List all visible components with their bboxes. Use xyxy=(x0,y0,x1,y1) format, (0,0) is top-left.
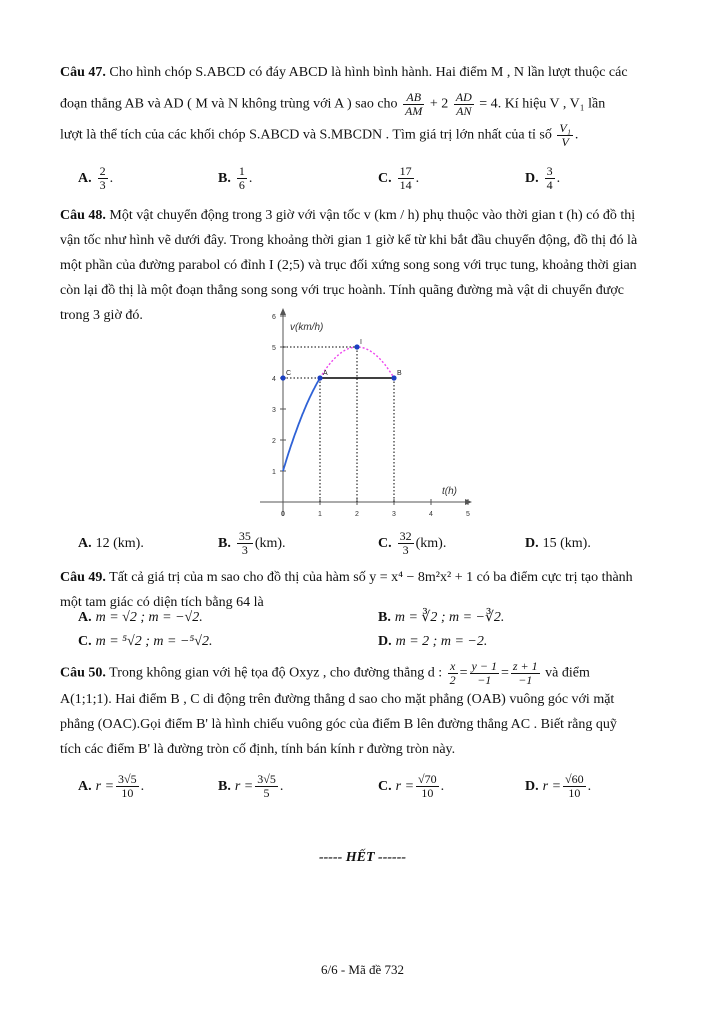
fraction: $\frac{AD}{AN}$ xyxy=(455,90,472,118)
question-text: đoạn thẳng AB và AD ( M và N không trùng với A ) sao cho xyxy=(60,96,398,112)
point-I xyxy=(354,344,359,349)
option-c[interactable]: C. r = $\frac{√70}{10}$ . xyxy=(378,772,445,801)
option-d[interactable]: D. $\frac{3}{4}$ . xyxy=(525,164,561,193)
question-text: lượt là thể tích của các khối chóp S.ABCD và S.MBCDN . Tìm giá trị lớn nhất của tỉ số xyxy=(60,127,552,143)
question-text: Một vật chuyển động trong 3 giờ với vận tốc v (km / h) phụ thuộc vào thời gian t (h) có đồ thị xyxy=(109,208,636,223)
point-A xyxy=(317,375,322,380)
question-text: còn lại đồ thị là một đoạn thẳng song song với trục hoành. Tính quãng đường mà vật di chuyển được xyxy=(60,283,624,298)
option-b[interactable]: B. r = $\frac{3√5}{5}$ . xyxy=(218,772,284,801)
y-tick-label: 5 xyxy=(272,345,276,352)
answer-row-50 xyxy=(60,770,672,804)
option-d[interactable]: D. r = $\frac{√60}{10}$ . xyxy=(525,772,592,801)
option-a[interactable]: A. $\frac{2}{3}$ . xyxy=(78,164,114,193)
option-d[interactable]: D. m = 2 ; m = −2. xyxy=(378,634,488,649)
answer-row-49a xyxy=(60,607,672,629)
point-label: C xyxy=(286,370,292,377)
x-axis-label: t(h) xyxy=(442,486,457,497)
point-label: I xyxy=(360,339,362,346)
x-tick-label: 5 xyxy=(466,511,470,518)
x-tick-label: 1 xyxy=(318,511,322,518)
x-tick-label: 3 xyxy=(392,511,396,518)
question-label: Câu 48. xyxy=(60,208,106,223)
option-c[interactable]: C. m = ⁵√2 ; m = −⁵√2. xyxy=(78,634,213,649)
page-number: 6/6 - Mã đề 732 xyxy=(320,962,405,977)
option-b[interactable]: B. m = ∛2 ; m = −∛2. xyxy=(378,610,505,625)
question-text: A(1;1;1). Hai điểm B , C di động trên đường thẳng d sao cho mặt phẳng (OAB) vuông góc với mặt xyxy=(60,692,615,707)
y-tick-label: 6 xyxy=(272,314,276,321)
parabola-solid xyxy=(283,378,320,471)
point-B xyxy=(391,375,396,380)
question-text: vận tốc như hình vẽ dưới đây. Trong khoảng thời gian 1 giờ kể từ khi bắt đầu chuyển động, đồ thị đó là xyxy=(60,233,638,248)
question-text: một tam giác có diện tích bằng 64 là xyxy=(60,595,264,610)
answer-row-49b xyxy=(60,631,672,653)
point-label: A xyxy=(323,370,328,377)
option-b[interactable]: B. $\frac{35}{3}$ (km). xyxy=(218,529,286,558)
y-axis-label: v(km/h) xyxy=(290,322,324,333)
velocity-chart xyxy=(252,306,474,522)
option-a[interactable]: A. 12 (km). xyxy=(78,536,144,551)
question-text: một phần của đường parabol có đỉnh I (2;5) và trục đối xứng song song với trục tung, khoảng thời gian xyxy=(60,258,637,273)
y-tick-label: 1 xyxy=(272,469,276,476)
x-tick-label: 4 xyxy=(429,511,433,518)
end-marker: ----- HẾT ------ xyxy=(318,850,407,865)
x-tick-label: 2 xyxy=(355,511,359,518)
fraction: $\frac{AB}{AM}$ xyxy=(405,90,423,118)
question-text: phẳng (OAC).Gọi điểm B' là hình chiếu vuông góc của điểm B lên đường thẳng AC . Biết rằng quỹ xyxy=(60,717,617,732)
question-text: trong 3 giờ đó. xyxy=(60,308,143,323)
option-d[interactable]: D. 15 (km). xyxy=(525,536,591,551)
y-tick-label: 3 xyxy=(272,407,276,414)
option-a[interactable]: A. r = $\frac{3√5}{10}$ . xyxy=(78,772,145,801)
question-text: Tất cả giá trị của m sao cho đồ thị của hàm số y = x⁴ − 8m²x² + 1 có ba điểm cực trị tạo thành xyxy=(109,570,633,585)
option-c[interactable]: C. $\frac{17}{14}$ . xyxy=(378,164,420,193)
option-a[interactable]: A. m = √2 ; m = −√2. xyxy=(78,610,203,625)
answer-row-48 xyxy=(60,529,672,559)
answer-row-47 xyxy=(60,164,672,194)
option-b[interactable]: B. $\frac{1}{6}$ . xyxy=(218,164,253,193)
point-label: B xyxy=(397,370,402,377)
question-text: và điểm xyxy=(545,665,590,681)
x-tick-label: 0 xyxy=(281,511,285,518)
question-label: Câu 50. xyxy=(60,665,106,681)
question-text: tích các điểm B' là đường tròn cố định, tính bán kính r đường tròn này. xyxy=(60,742,456,757)
y-axis-arrow xyxy=(280,308,286,315)
question-text: Trong không gian với hệ tọa độ Oxyz , cho đường thẳng d : xyxy=(109,665,443,681)
y-tick-label: 4 xyxy=(272,376,276,383)
question-text: . Kí hiệu V , V₁ lần xyxy=(497,96,606,112)
option-c[interactable]: C. $\frac{32}{3}$ (km). xyxy=(378,529,447,558)
question-label: Câu 49. xyxy=(60,570,106,585)
y-tick-label: 2 xyxy=(272,438,276,445)
question-text: Cho hình chóp S.ABCD có đáy ABCD là hình bình hành. Hai điểm M , N lần lượt thuộc các xyxy=(109,65,628,80)
question-47: Câu 47. Cho hình chóp S.ABCD có đáy ABCD là hình bình hành. Hai điểm M , N lần lượt thuộc các đoạn thẳng AB và AD ( M và N không trùng với A ) sao cho $\frac{AB}{AM}$ + 2 $\frac{AD}{AN}$ = 4. Kí hiệu V , V₁ lần lượt là thể tích của các khối chóp S.ABCD và S.MBCDN . Tìm giá trị lớn nhất của tỉ số $\frac{\text{V₁}}{V}$ . xyxy=(60,65,628,149)
point-C xyxy=(280,375,285,380)
fraction: $\frac{\text{V₁}}{V}$ xyxy=(559,121,571,149)
question-50: Câu 50. Trong không gian với hệ tọa độ Oxyz , cho đường thẳng d : $\frac{x}{2}$ = $\frac{y - 1}{-1}$ = $\frac{z + 1}{-1}$ và điểm A(1;1;1). Hai điểm B , C di động trên đường thẳng d sao cho mặt phẳng (OAB) vuông góc với mặt phẳng (OAC).Gọi điểm B' là hình chiếu vuông góc của điểm B lên đường thẳng AC . Biết rằng quỹ tích các điểm B' là đường tròn cố định, tính bán kính r đường tròn này. xyxy=(60,660,672,762)
question-label: Câu 47. xyxy=(60,65,106,80)
